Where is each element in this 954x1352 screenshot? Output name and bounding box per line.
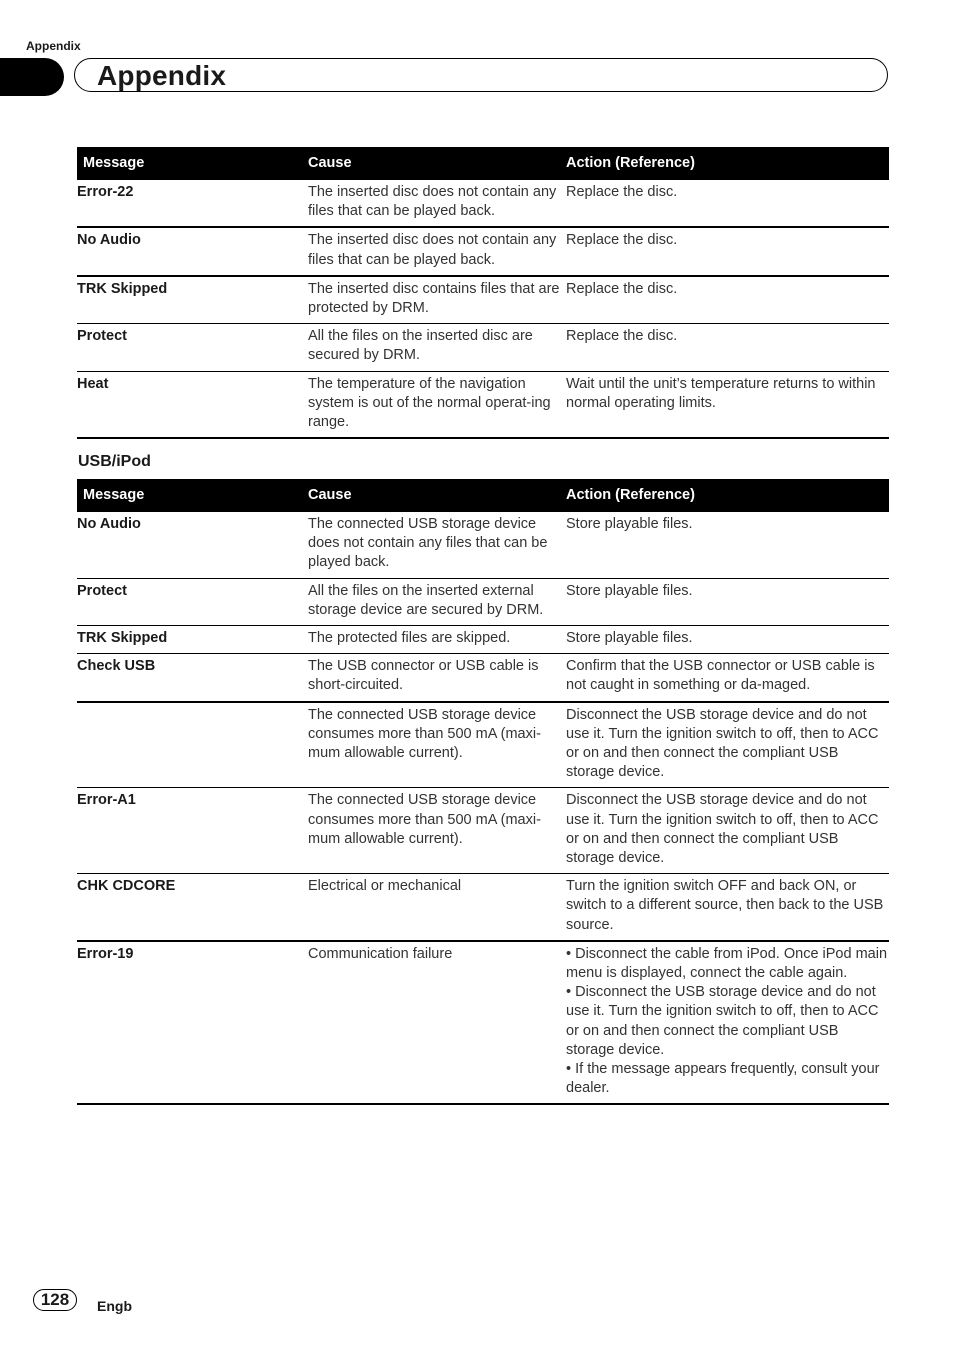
message-cell: Error-19: [77, 941, 308, 1105]
cause-cell: The inserted disc does not contain any files that can be played back.: [308, 180, 566, 227]
cause-cell: Communication failure: [308, 941, 566, 1105]
cause-cell: The protected files are skipped.: [308, 626, 566, 654]
table-row: [77, 874, 889, 941]
page-number: 128: [33, 1289, 77, 1311]
col-header-action: Action (Reference): [566, 147, 889, 180]
cause-cell: The inserted disc contains files that are protected by DRM.: [308, 276, 566, 324]
message-cell: TRK Skipped: [77, 276, 308, 324]
running-head: Appendix: [26, 39, 81, 53]
table-row: [77, 324, 889, 371]
disc-error-table: [77, 147, 889, 439]
message-cell: Error-22: [77, 180, 308, 227]
page-title: Appendix: [97, 60, 227, 91]
action-cell: Replace the disc.: [566, 180, 889, 227]
cause-cell: The USB connector or USB cable is short-circuited.: [308, 654, 566, 702]
language-code: Engb: [97, 1298, 132, 1314]
action-cell: Store playable files.: [566, 578, 889, 625]
col-header-cause: Cause: [308, 147, 566, 180]
action-cell: Store playable files.: [566, 626, 889, 654]
message-cell: TRK Skipped: [77, 626, 308, 654]
title-tab-marker: [0, 58, 64, 96]
col-header-message: Message: [77, 147, 308, 180]
table-row: [77, 626, 889, 654]
action-cell: Replace the disc.: [566, 227, 889, 275]
message-cell: Check USB: [77, 654, 308, 702]
message-cell: CHK CDCORE: [77, 874, 308, 941]
action-cell: Turn the ignition switch OFF and back ON, or switch to a different source, then back to the USB source.: [566, 874, 889, 941]
table-header-row: [77, 147, 889, 180]
action-bullet: • Disconnect the cable from iPod. Once iPod main menu is displayed, connect the cable again.: [566, 945, 888, 982]
action-cell: Store playable files.: [566, 512, 889, 578]
col-header-message: Message: [77, 479, 308, 512]
action-cell: [566, 941, 889, 1105]
col-header-cause: Cause: [308, 479, 566, 512]
col-header-action: Action (Reference): [566, 479, 889, 512]
table-header-row: [77, 479, 889, 512]
message-cell: No Audio: [77, 512, 308, 578]
table-row: [77, 702, 889, 788]
cause-cell: The inserted disc does not contain any files that can be played back.: [308, 227, 566, 275]
cause-cell: Electrical or mechanical: [308, 874, 566, 941]
action-bullet: • If the message appears frequently, consult your dealer.: [566, 1061, 880, 1097]
table-row: [77, 227, 889, 275]
action-cell: Confirm that the USB connector or USB cable is not caught in something or da-maged.: [566, 654, 889, 702]
action-cell: Disconnect the USB storage device and do not use it. Turn the ignition switch to off, then to ACC or on and then connect the compliant USB storage device.: [566, 702, 889, 788]
action-cell: Wait until the unit’s temperature returns to within normal operating limits.: [566, 371, 889, 438]
action-cell: Replace the disc.: [566, 276, 889, 324]
cause-cell: The connected USB storage device does not contain any files that can be played back.: [308, 512, 566, 578]
action-bullet: • Disconnect the USB storage device and do not use it. Turn the ignition switch to off, then to ACC or on and then connect the compliant USB storage device.: [566, 984, 879, 1058]
table-row: [77, 578, 889, 625]
cause-cell: All the files on the inserted disc are secured by DRM.: [308, 324, 566, 371]
message-cell: Protect: [77, 324, 308, 371]
usb-ipod-error-table: [77, 479, 889, 1105]
section-title-usb-ipod: USB/iPod: [78, 453, 151, 470]
cause-cell: The connected USB storage device consumes more than 500 mA (maxi-mum allowable current).: [308, 702, 566, 788]
table-row: [77, 512, 889, 578]
table-row: [77, 371, 889, 438]
message-cell: Error-A1: [77, 788, 308, 874]
table-row: [77, 276, 889, 324]
table-row: [77, 941, 889, 1105]
message-cell: No Audio: [77, 227, 308, 275]
message-cell: [77, 702, 308, 788]
action-cell: Replace the disc.: [566, 324, 889, 371]
table-row: [77, 654, 889, 702]
cause-cell: The temperature of the navigation system is out of the normal operat-ing range.: [308, 371, 566, 438]
message-cell: Heat: [77, 371, 308, 438]
table-row: [77, 180, 889, 227]
cause-cell: The connected USB storage device consumes more than 500 mA (maxi-mum allowable current).: [308, 788, 566, 874]
table-row: [77, 788, 889, 874]
action-cell: Disconnect the USB storage device and do not use it. Turn the ignition switch to off, then to ACC or on and then connect the compliant USB storage device.: [566, 788, 889, 874]
message-cell: Protect: [77, 578, 308, 625]
cause-cell: All the files on the inserted external storage device are secured by DRM.: [308, 578, 566, 625]
